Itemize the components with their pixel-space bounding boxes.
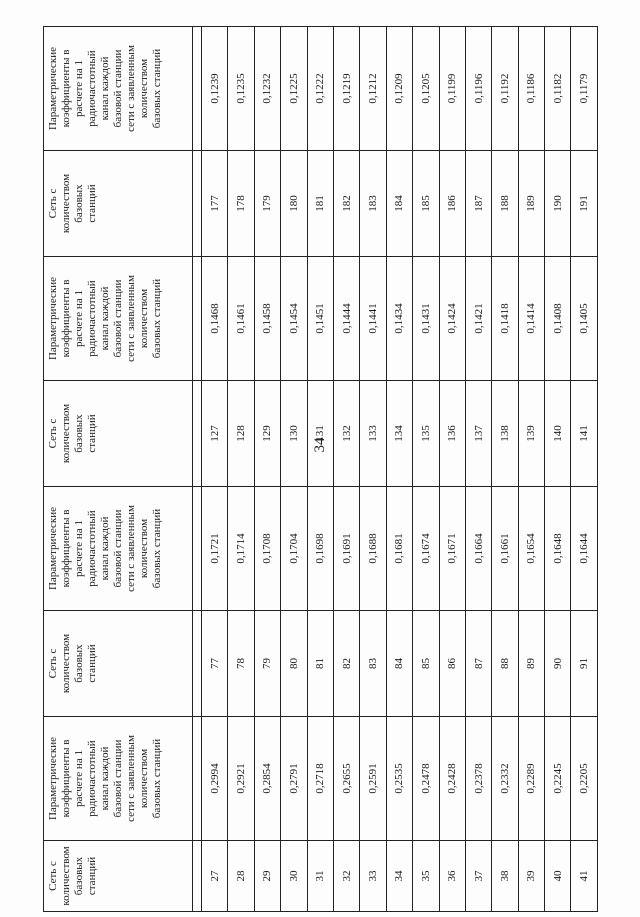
table-cell: 39 bbox=[518, 841, 544, 912]
table-cell: 34 bbox=[386, 841, 412, 912]
table-cell: 140 bbox=[545, 381, 571, 487]
table-cell: 81 bbox=[307, 611, 333, 717]
table-cell: 135 bbox=[413, 381, 439, 487]
table-cell: 0,1212 bbox=[360, 27, 386, 151]
table-cell: 31 bbox=[307, 841, 333, 912]
table-cell: 0,1698 bbox=[307, 487, 333, 611]
table-cell: 184 bbox=[386, 151, 412, 257]
table-cell: 0,1441 bbox=[360, 257, 386, 381]
table-cell: 0,1421 bbox=[465, 257, 491, 381]
table-cell: 133 bbox=[360, 381, 386, 487]
table-cell: 0,2428 bbox=[439, 717, 465, 841]
table-cell: 33 bbox=[360, 841, 386, 912]
table-cell: 32 bbox=[333, 841, 359, 912]
table-row bbox=[228, 27, 254, 912]
table-cell: 0,1434 bbox=[386, 257, 412, 381]
table-row bbox=[281, 27, 307, 912]
table-cell: 0,1225 bbox=[281, 27, 307, 151]
table-cell: 186 bbox=[439, 151, 465, 257]
table-cell: 0,1239 bbox=[202, 27, 228, 151]
table-cell: 84 bbox=[386, 611, 412, 717]
table-row bbox=[202, 27, 228, 912]
table-cell: 0,1431 bbox=[413, 257, 439, 381]
table-cell: 77 bbox=[202, 611, 228, 717]
table-cell: 41 bbox=[571, 841, 598, 912]
table-cell: 36 bbox=[439, 841, 465, 912]
table-cell: 0,2245 bbox=[545, 717, 571, 841]
table-cell: 0,1704 bbox=[281, 487, 307, 611]
header-cell: Параметрические коэффициенты в расчете на 1 радиочастотный канал каждой базовой станции сети с заявленным количеством базовых станций bbox=[44, 27, 193, 151]
table-cell: 29 bbox=[254, 841, 280, 912]
table-cell: 0,2205 bbox=[571, 717, 598, 841]
rotated-table-wrapper bbox=[43, 46, 598, 912]
table-cell: 0,2921 bbox=[228, 717, 254, 841]
table-cell: 128 bbox=[228, 381, 254, 487]
table-cell: 87 bbox=[465, 611, 491, 717]
table-cell: 0,2289 bbox=[518, 717, 544, 841]
table-cell: 129 bbox=[254, 381, 280, 487]
table-cell: 88 bbox=[492, 611, 518, 717]
table-cell: 0,2332 bbox=[492, 717, 518, 841]
table-cell: 0,1414 bbox=[518, 257, 544, 381]
table-header-row bbox=[44, 27, 193, 912]
table-cell: 27 bbox=[202, 841, 228, 912]
table-cell: 0,1461 bbox=[228, 257, 254, 381]
table-cell: 0,2854 bbox=[254, 717, 280, 841]
table-cell: 91 bbox=[571, 611, 598, 717]
table-cell: 40 bbox=[545, 841, 571, 912]
table-cell: 130 bbox=[281, 381, 307, 487]
table-cell: 0,1454 bbox=[281, 257, 307, 381]
table-cell: 182 bbox=[333, 151, 359, 257]
header-cell: Параметрические коэффициенты в расчете на 1 радиочастотный канал каждой базовой станции сети с заявленным количеством базовых станций bbox=[44, 257, 193, 381]
table-cell: 35 bbox=[413, 841, 439, 912]
table-cell: 0,1182 bbox=[545, 27, 571, 151]
table-cell: 89 bbox=[518, 611, 544, 717]
table-cell: 0,1644 bbox=[571, 487, 598, 611]
table-row bbox=[545, 27, 571, 912]
table-cell: 0,1714 bbox=[228, 487, 254, 611]
table-cell: 0,2535 bbox=[386, 717, 412, 841]
table-cell: 0,1721 bbox=[202, 487, 228, 611]
header-cell: Параметрические коэффициенты в расчете на 1 радиочастотный канал каждой базовой станции сети с заявленным количеством базовых станций bbox=[44, 487, 193, 611]
table-cell: 0,1681 bbox=[386, 487, 412, 611]
table-cell: 0,1209 bbox=[386, 27, 412, 151]
table-cell: 132 bbox=[333, 381, 359, 487]
table-row bbox=[571, 27, 598, 912]
table-cell: 0,1405 bbox=[571, 257, 598, 381]
table-cell: 0,1232 bbox=[254, 27, 280, 151]
table-cell: 85 bbox=[413, 611, 439, 717]
table-cell: 0,1664 bbox=[465, 487, 491, 611]
table-cell: 83 bbox=[360, 611, 386, 717]
header-cell: Параметрические коэффициенты в расчете на 1 радиочастотный канал каждой базовой станции сети с заявленным количеством базовых станций bbox=[44, 717, 193, 841]
table-cell: 136 bbox=[439, 381, 465, 487]
table-cell: 137 bbox=[465, 381, 491, 487]
page-number: 34 bbox=[312, 437, 328, 453]
table-cell: 180 bbox=[281, 151, 307, 257]
table-cell: 0,1196 bbox=[465, 27, 491, 151]
table-cell: 0,2791 bbox=[281, 717, 307, 841]
table-cell: 0,2378 bbox=[465, 717, 491, 841]
table-cell: 90 bbox=[545, 611, 571, 717]
header-cell: Сеть с количеством базовых станций bbox=[44, 151, 193, 257]
table-cell: 0,1424 bbox=[439, 257, 465, 381]
table-row bbox=[360, 27, 386, 912]
table-cell: 0,2718 bbox=[307, 717, 333, 841]
table-row bbox=[413, 27, 439, 912]
table-cell: 0,1648 bbox=[545, 487, 571, 611]
table-row bbox=[386, 27, 412, 912]
table-cell: 0,1661 bbox=[492, 487, 518, 611]
table-cell: 82 bbox=[333, 611, 359, 717]
coefficients-table bbox=[43, 26, 598, 912]
table-cell: 138 bbox=[492, 381, 518, 487]
table-row bbox=[439, 27, 465, 912]
table-cell: 0,1408 bbox=[545, 257, 571, 381]
table-cell: 134 bbox=[386, 381, 412, 487]
table-cell: 28 bbox=[228, 841, 254, 912]
table-cell: 0,1688 bbox=[360, 487, 386, 611]
table-cell: 0,1219 bbox=[333, 27, 359, 151]
table-cell: 86 bbox=[439, 611, 465, 717]
table-cell: 188 bbox=[492, 151, 518, 257]
table-cell: 37 bbox=[465, 841, 491, 912]
table-row bbox=[333, 27, 359, 912]
table-cell: 178 bbox=[228, 151, 254, 257]
table-cell: 0,1192 bbox=[492, 27, 518, 151]
table-cell: 0,1691 bbox=[333, 487, 359, 611]
table-cell: 127 bbox=[202, 381, 228, 487]
table-cell: 187 bbox=[465, 151, 491, 257]
table-cell: 131 bbox=[307, 381, 333, 487]
table-row bbox=[465, 27, 491, 912]
table-row bbox=[307, 27, 333, 912]
table-cell: 0,1205 bbox=[413, 27, 439, 151]
table-spacer-row bbox=[193, 27, 202, 912]
table-cell: 0,2655 bbox=[333, 717, 359, 841]
table-cell: 190 bbox=[545, 151, 571, 257]
table-cell: 0,1186 bbox=[518, 27, 544, 151]
table-cell: 0,1458 bbox=[254, 257, 280, 381]
table-row bbox=[518, 27, 544, 912]
table-cell: 0,1235 bbox=[228, 27, 254, 151]
header-cell: Сеть с количеством базовых станций bbox=[44, 841, 193, 912]
table-cell: 179 bbox=[254, 151, 280, 257]
table-cell: 181 bbox=[307, 151, 333, 257]
table-body bbox=[202, 27, 598, 912]
table-cell: 80 bbox=[281, 611, 307, 717]
table-cell: 0,2994 bbox=[202, 717, 228, 841]
table-cell: 0,1654 bbox=[518, 487, 544, 611]
table-cell: 185 bbox=[413, 151, 439, 257]
table-cell: 0,2591 bbox=[360, 717, 386, 841]
table-cell: 139 bbox=[518, 381, 544, 487]
header-cell: Сеть с количеством базовых станций bbox=[44, 381, 193, 487]
table-cell: 191 bbox=[571, 151, 598, 257]
table-cell: 0,1451 bbox=[307, 257, 333, 381]
table-row bbox=[492, 27, 518, 912]
table-cell: 0,1444 bbox=[333, 257, 359, 381]
table-cell: 0,1708 bbox=[254, 487, 280, 611]
table-cell: 78 bbox=[228, 611, 254, 717]
table-cell: 0,1179 bbox=[571, 27, 598, 151]
table-cell: 30 bbox=[281, 841, 307, 912]
table-cell: 0,1674 bbox=[413, 487, 439, 611]
table-cell: 141 bbox=[571, 381, 598, 487]
table-cell: 177 bbox=[202, 151, 228, 257]
table-cell: 0,1222 bbox=[307, 27, 333, 151]
table-cell: 189 bbox=[518, 151, 544, 257]
table-cell: 38 bbox=[492, 841, 518, 912]
table-cell: 183 bbox=[360, 151, 386, 257]
table-row bbox=[254, 27, 280, 912]
table-cell: 0,1671 bbox=[439, 487, 465, 611]
table-cell: 0,1199 bbox=[439, 27, 465, 151]
table-cell: 0,1418 bbox=[492, 257, 518, 381]
table-cell: 0,2478 bbox=[413, 717, 439, 841]
header-cell: Сеть с количеством базовых станций bbox=[44, 611, 193, 717]
table-cell: 0,1468 bbox=[202, 257, 228, 381]
table-cell: 79 bbox=[254, 611, 280, 717]
